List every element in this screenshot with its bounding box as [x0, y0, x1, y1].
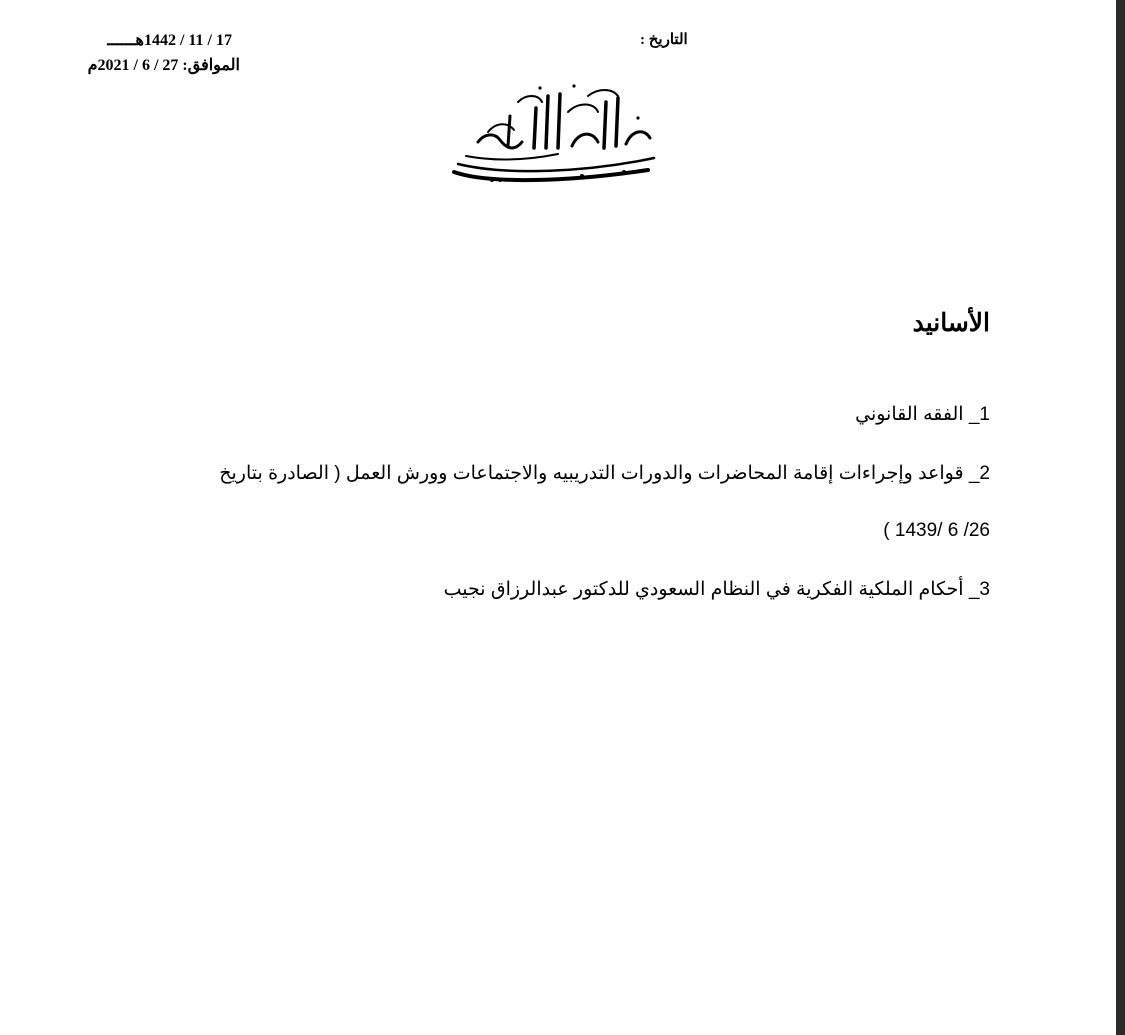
list-item: 2_ قواعد وإجراءات إقامة المحاضرات والدورات التدريبيه والاجتماعات وورش العمل ( الصادرة بتاريخ	[219, 463, 990, 484]
page-heading: الأسانيد	[912, 309, 990, 337]
list-item-continuation: 26/ 6 /1439 )	[883, 520, 990, 541]
date-label: التاريخ :	[640, 32, 688, 48]
page-edge-border	[1116, 0, 1125, 1035]
basmala-calligraphy	[448, 72, 666, 190]
list-item: 1_ الفقه القانوني	[855, 404, 990, 425]
hijri-date: 17 / 11 / 1442هــــــ	[107, 32, 232, 49]
list-item: 3_ أحكام الملكية الفكرية في النظام السعودي للدكتور عبدالرزاق نجيب	[443, 579, 990, 600]
gregorian-date: الموافق: 27 / 6 / 2021م	[87, 57, 240, 74]
